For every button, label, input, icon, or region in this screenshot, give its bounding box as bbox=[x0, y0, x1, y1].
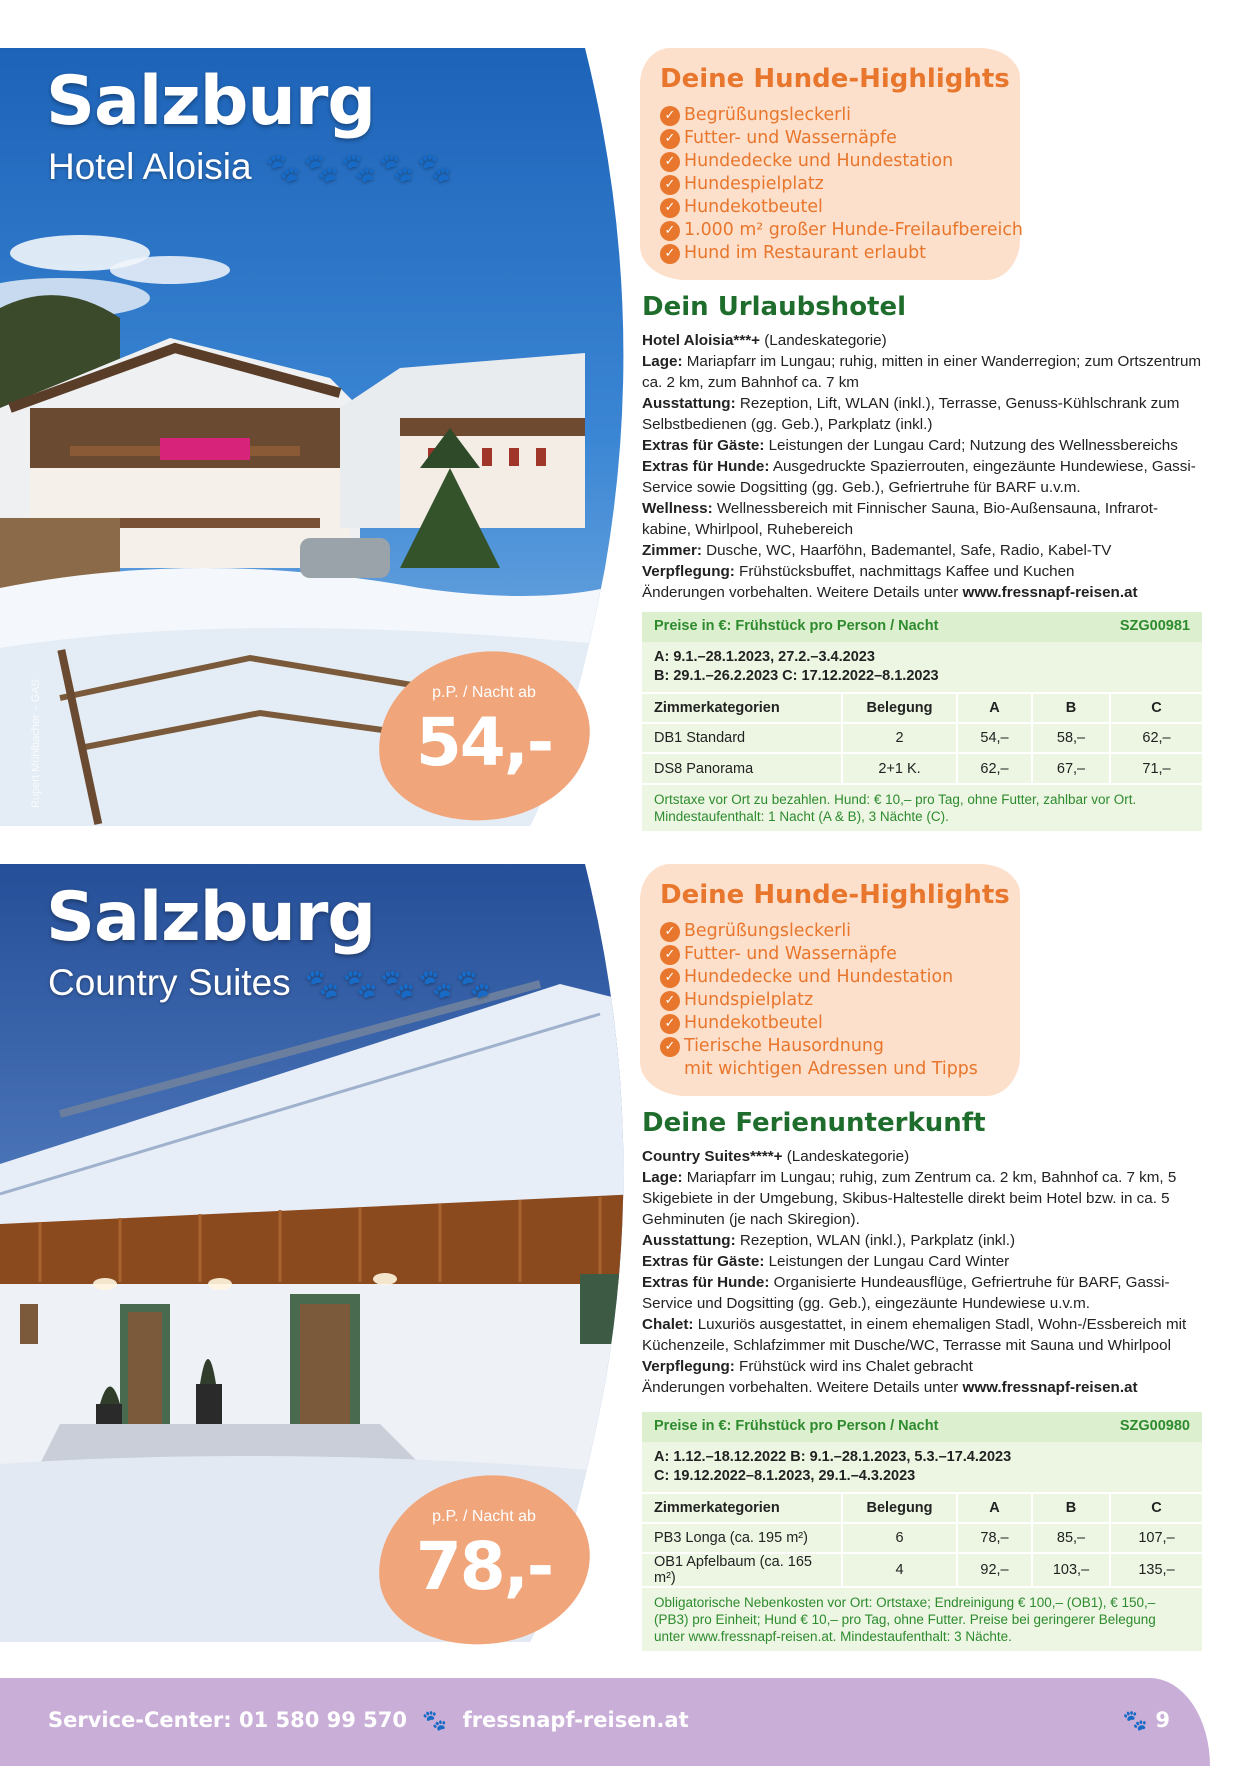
highlights-list bbox=[660, 920, 978, 1081]
list-item: ✓ Hundespielplatz bbox=[660, 173, 1023, 196]
highlights-list bbox=[660, 104, 1023, 265]
paw-rating-icon: 🐾🐾🐾🐾🐾 bbox=[265, 151, 455, 184]
list-item: ✓ Hundekotbeutel bbox=[660, 196, 1023, 219]
list-item: ✓ Begrüßungsleckerli bbox=[660, 104, 1023, 127]
list-item: ✓ Begrüßungsleckerli bbox=[660, 920, 978, 943]
hotel-description bbox=[642, 292, 1207, 603]
season-dates: A: 9.1.–28.1.2023, 27.2.–3.4.2023 B: 29.1.–26.2.2023 C: 17.12.2022–8.1.2023 bbox=[654, 649, 939, 684]
price-table-header: Preise in €: Frühstück pro Person / Nacht SZG00981 bbox=[642, 612, 1202, 642]
table-row: DB1 Standard 2 54,– 58,– 62,– bbox=[642, 723, 1202, 753]
paw-rating-icon: 🐾🐾🐾🐾🐾 bbox=[304, 967, 494, 1000]
price-note: Obligatorische Nebenkosten vor Ort: Ortstaxe; Endreinigung € 100,– (OB1), € 150,– (PB3) pro Einheit; Hund € 10,– pro Tag, ohne Futter. Preise bei geringerer Belegung unter www.fressnapf-reisen.at. Mindestaufenthalt: 3 Nächte. bbox=[642, 1586, 1202, 1651]
table-row: DS8 Panorama 2+1 K. 62,– 67,– 71,– bbox=[642, 753, 1202, 783]
region-title: Salzburg bbox=[46, 878, 376, 957]
price-table-box bbox=[642, 612, 1202, 831]
photo-credit: Rupert Mühlbacher – GAS bbox=[30, 678, 42, 808]
table-row: PB3 Longa (ca. 195 m²) 6 78,– 85,– 107,– bbox=[642, 1523, 1202, 1553]
price-value: 54,- bbox=[415, 704, 553, 781]
list-item: ✓ Futter- und Wassernäpfe bbox=[660, 127, 1023, 150]
list-item: ✓ Hundedecke und Hundestation bbox=[660, 966, 978, 989]
check-icon: ✓ bbox=[660, 198, 680, 218]
hotel-name: Hotel Aloisia 🐾🐾🐾🐾🐾 bbox=[48, 146, 455, 187]
price-table-box bbox=[642, 1412, 1202, 1651]
check-icon: ✓ bbox=[660, 221, 680, 241]
list-item: ✓ Hund im Restaurant erlaubt bbox=[660, 242, 1023, 265]
description-title: Dein Urlaubshotel bbox=[642, 292, 907, 322]
hotel-description bbox=[642, 1108, 1207, 1398]
list-item: ✓ 1.000 m² großer Hunde-Freilaufbereich bbox=[660, 219, 1023, 242]
price-table bbox=[642, 1492, 1202, 1586]
offer-code: SZG00980 bbox=[1119, 1418, 1190, 1434]
check-icon: ✓ bbox=[660, 1014, 680, 1034]
price-badge bbox=[378, 1476, 590, 1644]
price-table bbox=[642, 692, 1202, 783]
website-link[interactable]: www.fressnapf-reisen.at bbox=[962, 584, 1138, 601]
service-center-phone[interactable]: Service-Center: 01 580 99 570 bbox=[48, 1708, 408, 1732]
check-icon: ✓ bbox=[660, 945, 680, 965]
list-item: ✓ Hundekotbeutel bbox=[660, 1012, 978, 1035]
check-icon: ✓ bbox=[660, 175, 680, 195]
check-icon: ✓ bbox=[660, 106, 680, 126]
offer-hotel-aloisia bbox=[0, 48, 1250, 826]
region-title: Salzburg bbox=[46, 62, 376, 141]
offer-country-suites bbox=[0, 864, 1250, 1642]
price-badge bbox=[378, 652, 590, 820]
list-item: ✓ Tierische Hausordnung bbox=[660, 1035, 978, 1058]
price-value: 78,- bbox=[415, 1528, 553, 1605]
description-text: Hotel Aloisia***+ (Landeskategorie) Lage: Mariapfarr im Lungau; ruhig, mitten in einer Wanderregion; zum Ortszentrum ca. 2 km, zum Bahnhof ca. 7 km Ausstattung: Rezeption, Lift, WLAN (inkl.), Terrasse, Genuss-Kühlschrank zum Selbstbedienen (gg. Geb.), Parkplatz (inkl.) Extras für Gäste: Leistungen der Lungau Card; Nutzung des Wellnessbereichs Extras für Hunde: Ausgedruckte Spazierrouten, eingezäunte Hundewiese, Gassi-Service sowie Dogsitting (gg. Geb.), Gefriertruhe für BARF u.v.m. Wellness: Wellnessbereich mit Finnischer Sauna, Bio-Außensauna, Infrarot-kabine, Whirlpool, Ruhebereich Zimmer: Dusche, WC, Haarföhn, Bademantel, Safe, Radio, Kabel-TV Verpflegung: Frühstücksbuffet, nachmittags Kaffee und Kuchen Änderungen vorbehalten. Weitere Details unter www.fressnapf-reisen.at bbox=[642, 332, 1202, 601]
list-item-continued: mit wichtigen Adressen und Tipps bbox=[684, 1059, 978, 1079]
hotel-photo bbox=[0, 864, 640, 1642]
page-number: 🐾 9 bbox=[1122, 1708, 1170, 1732]
dog-highlights-box bbox=[640, 48, 1023, 280]
list-item: ✓ Hundspielplatz bbox=[660, 989, 978, 1012]
website-link[interactable]: www.fressnapf-reisen.at bbox=[962, 1379, 1138, 1396]
price-label: p.P. / Nacht ab bbox=[432, 684, 536, 701]
table-header-row: Zimmerkategorien Belegung A B C bbox=[642, 1493, 1202, 1523]
description-title: Deine Ferienunterkunft bbox=[642, 1108, 986, 1138]
check-icon: ✓ bbox=[660, 991, 680, 1011]
table-row: OB1 Apfelbaum (ca. 165 m²) 4 92,– 103,– 135,– bbox=[642, 1553, 1202, 1586]
offer-code: SZG00981 bbox=[1119, 618, 1190, 634]
check-icon: ✓ bbox=[660, 244, 680, 264]
check-icon: ✓ bbox=[660, 152, 680, 172]
description-text: Country Suites****+ (Landeskategorie) Lage: Mariapfarr im Lungau; ruhig, zum Zentrum ca. 2 km, Bahnhof ca. 7 km, 5 Skigebiete in der Umgebung, Skibus-Haltestelle direkt beim Hotel bzw. in ca. 5 Gehminuten (je nach Skiregion). Ausstattung: Rezeption, WLAN (inkl.), Parkplatz (inkl.) Extras für Gäste: Leistungen der Lungau Card Winter Extras für Hunde: Organisierte Hundeausflüge, Gefriertruhe für BARF, Gassi-Service und Dogsitting (gg. Geb.), eingezäunte Hundewiese u.v.m. Chalet: Luxuriös ausgestattet, in einem ehemaligen Stadl, Wohn-/Essbereich mit Küchenzeile, Schlafzimmer mit Dusche/WC, Terrasse mit Sauna und Whirlpool Verpflegung: Frühstück wird ins Chalet gebracht Änderungen vorbehalten. Weitere Details unter www.fressnapf-reisen.at bbox=[642, 1148, 1187, 1396]
highlights-title: Deine Hunde-Highlights bbox=[660, 880, 1010, 910]
highlights-title: Deine Hunde-Highlights bbox=[660, 64, 1010, 94]
price-label: p.P. / Nacht ab bbox=[432, 1508, 536, 1525]
check-icon: ✓ bbox=[660, 968, 680, 988]
table-header-row: Zimmerkategorien Belegung A B C bbox=[642, 693, 1202, 723]
footer-bar bbox=[0, 1678, 1210, 1766]
check-icon: ✓ bbox=[660, 1037, 680, 1057]
footer-website-link[interactable]: fressnapf-reisen.at bbox=[462, 1708, 689, 1732]
season-dates: A: 1.12.–18.12.2022 B: 9.1.–28.1.2023, 5.3.–17.4.2023 C: 19.12.2022–8.1.2023, 29.1.–4.3.2023 bbox=[654, 1449, 1012, 1484]
footer-contact bbox=[48, 1708, 689, 1732]
hotel-name: Country Suites 🐾🐾🐾🐾🐾 bbox=[48, 962, 494, 1003]
hotel-photo bbox=[0, 48, 640, 826]
price-note: Ortstaxe vor Ort zu bezahlen. Hund: € 10,– pro Tag, ohne Futter, zahlbar vor Ort. Mindestaufenthalt: 1 Nacht (A & B), 3 Nächte (C). bbox=[642, 783, 1202, 831]
list-item: ✓ Hundedecke und Hundestation bbox=[660, 150, 1023, 173]
check-icon: ✓ bbox=[660, 129, 680, 149]
paw-icon: 🐾 bbox=[422, 1708, 448, 1732]
check-icon: ✓ bbox=[660, 922, 680, 942]
price-table-header: Preise in €: Frühstück pro Person / Nacht SZG00980 bbox=[642, 1412, 1202, 1442]
dog-highlights-box bbox=[640, 864, 1020, 1096]
paw-icon: 🐾 bbox=[1122, 1708, 1148, 1732]
list-item: ✓ Futter- und Wassernäpfe bbox=[660, 943, 978, 966]
